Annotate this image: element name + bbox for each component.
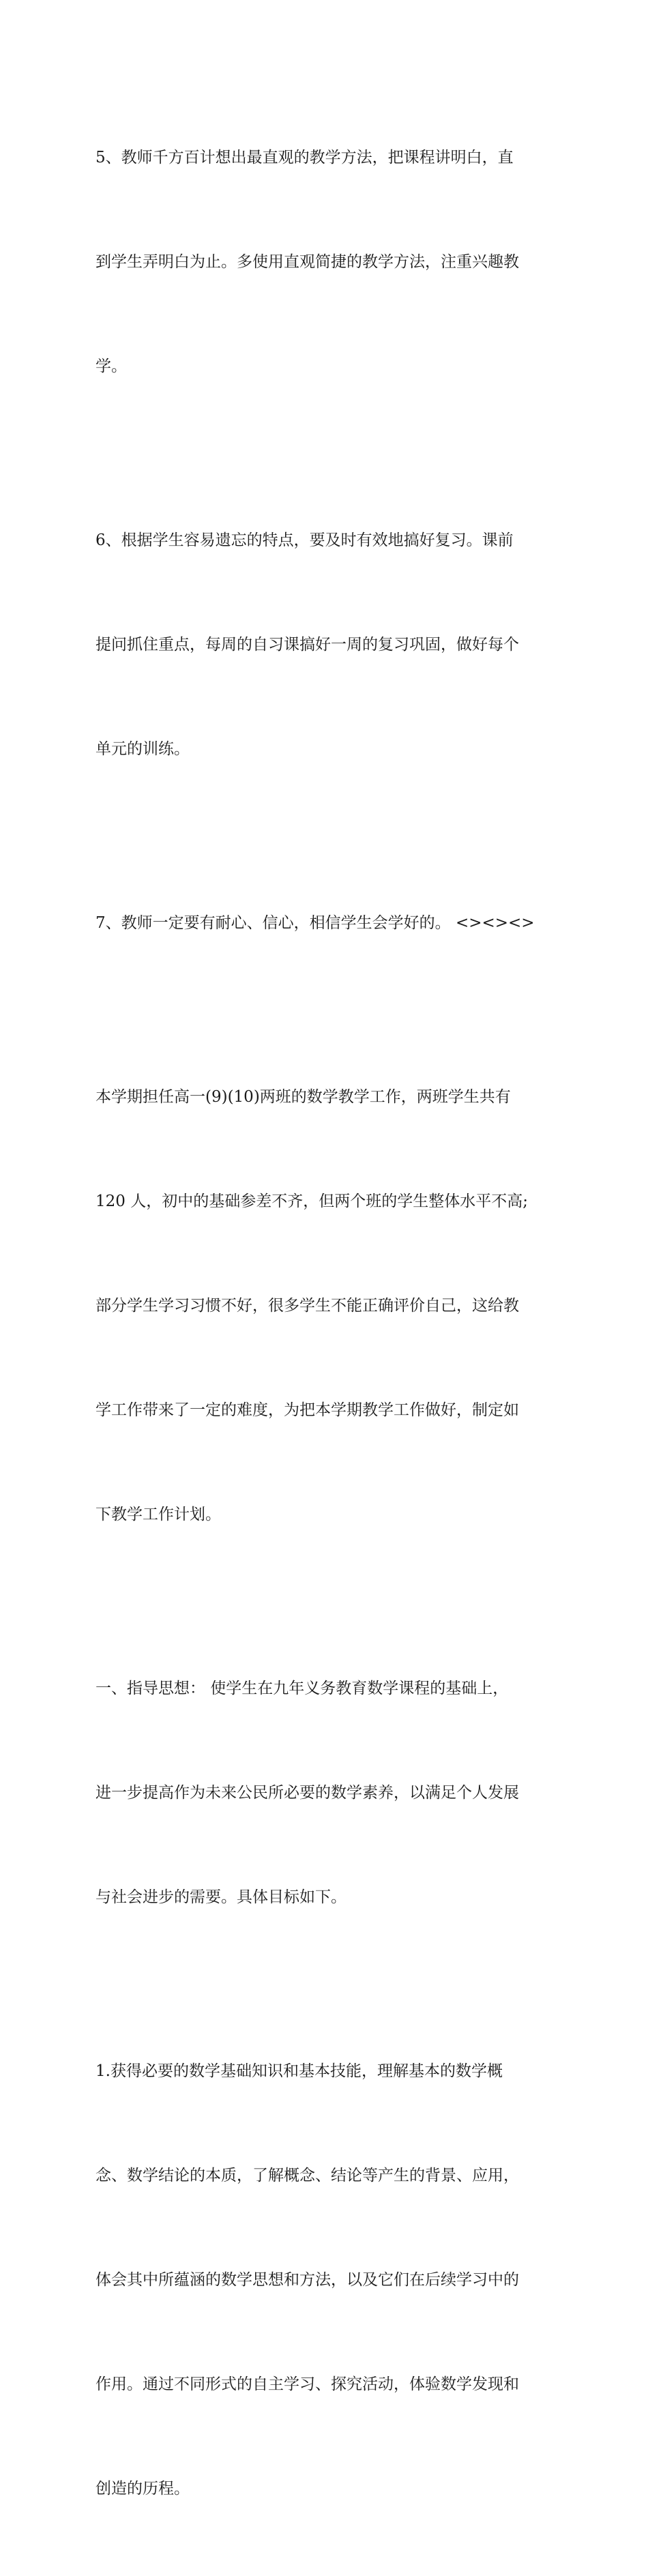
text-line: 与社会进步的需要。具体目标如下。 <box>95 1888 347 1906</box>
text-line: 部分学生学习习惯不好，很多学生不能正确评价自己，这给教 <box>95 1297 519 1315</box>
paragraph-goal-1 <box>95 1985 559 2576</box>
text-line: 到学生弄明白为止。多使用直观简捷的教学方法，注重兴趣教 <box>95 253 519 271</box>
text-line: 提问抓住重点，每周的自习课搞好一周的复习巩固，做好每个 <box>95 636 519 654</box>
text-line: 5、教师千方百计想出最直观的教学方法，把课程讲明白，直 <box>95 149 514 166</box>
text-line: 体会其中所蕴涵的数学思想和方法，以及它们在后续学习中的 <box>95 2271 519 2289</box>
paragraph-guiding-principle <box>95 1602 559 1985</box>
text-line: 单元的训练。 <box>95 740 190 758</box>
text-line: 作用。通过不同形式的自主学习、探究活动，体验数学发现和 <box>95 2375 519 2393</box>
text-line: 创造的历程。 <box>95 2480 190 2498</box>
document-body <box>95 71 559 2576</box>
paragraph-item-7 <box>95 836 559 1010</box>
text-line: 本学期担任高一(9)(10)两班的数学教学工作，两班学生共有 <box>95 1088 511 1106</box>
text-line: 学工作带来了一定的难度，为把本学期教学工作做好，制定如 <box>95 1401 519 1419</box>
text-line: 7、教师一定要有耐心、信心，相信学生会学好的。 <><><> <box>95 914 535 932</box>
text-line: 一、指导思想： 使学生在九年义务教育数学课程的基础上， <box>95 1680 509 1697</box>
text-line: 学。 <box>95 357 127 375</box>
text-line: 6、根据学生容易遗忘的特点，要及时有效地搞好复习。课前 <box>95 531 514 549</box>
text-line: 念、数学结论的本质，了解概念、结论等产生的背景、应用， <box>95 2167 519 2184</box>
text-line: 进一步提高作为未来公民所必要的数学素养，以满足个人发展 <box>95 1784 519 1802</box>
text-line: 1.获得必要的数学基础知识和基本技能，理解基本的数学概 <box>95 2062 503 2080</box>
text-line: 下教学工作计划。 <box>95 1506 221 1523</box>
paragraph-item-6 <box>95 454 559 836</box>
paragraph-semester-intro <box>95 1010 559 1602</box>
text-line: 120 人，初中的基础参差不齐，但两个班的学生整体水平不高; <box>95 1192 528 1210</box>
paragraph-item-5 <box>95 71 559 454</box>
